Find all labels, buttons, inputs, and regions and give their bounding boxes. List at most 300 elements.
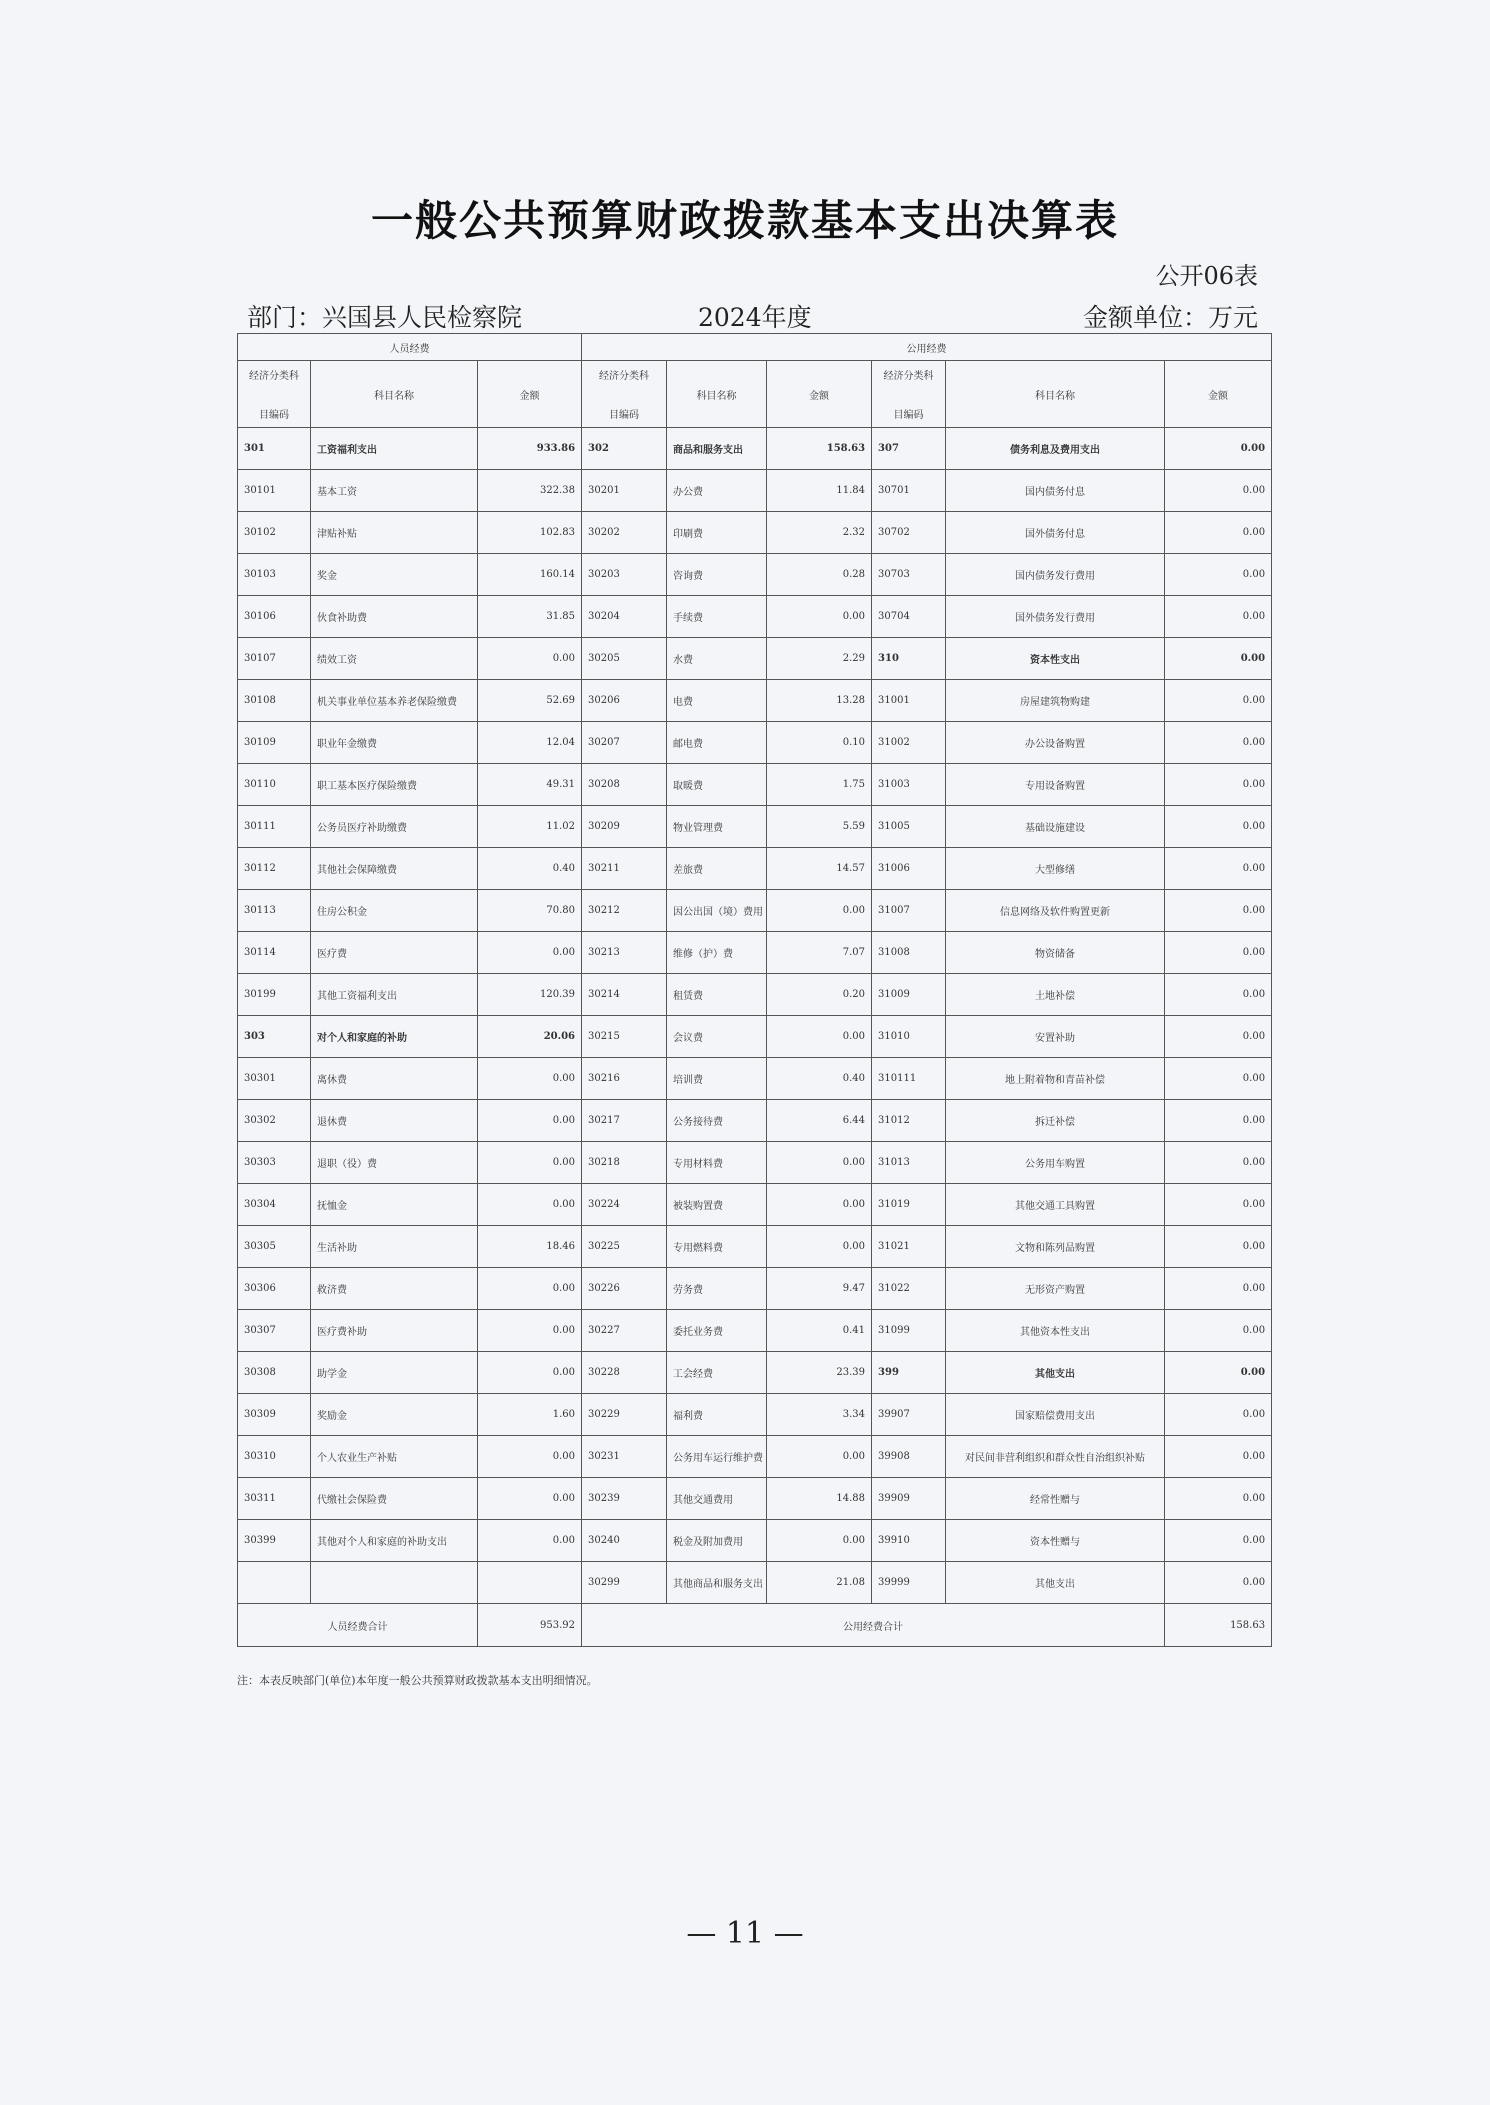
totals-row xyxy=(238,1604,1272,1647)
cell-amount: 0.00 xyxy=(478,1520,582,1562)
cell-code: 30302 xyxy=(238,1100,311,1142)
cell-amount: 0.00 xyxy=(767,1142,872,1184)
cell-name: 资本性赠与 xyxy=(946,1520,1165,1562)
cell-amount: 0.00 xyxy=(1165,848,1272,890)
cell-amount: 0.00 xyxy=(478,1184,582,1226)
cell-amount: 5.59 xyxy=(767,806,872,848)
cell-amount: 31.85 xyxy=(478,596,582,638)
cell-amount: 0.00 xyxy=(478,1142,582,1184)
cell-code: 30114 xyxy=(238,932,311,974)
cell-code: 30399 xyxy=(238,1520,311,1562)
cell-name: 公务用车购置 xyxy=(946,1142,1165,1184)
cell-amount: 0.00 xyxy=(478,932,582,974)
cell-amount: 0.00 xyxy=(1165,1016,1272,1058)
cell-name: 其他支出 xyxy=(946,1352,1165,1394)
cell-code: 30239 xyxy=(582,1478,667,1520)
table-row xyxy=(238,1436,1272,1478)
cell-code: 301 xyxy=(238,428,311,470)
cell-amount: 0.00 xyxy=(1165,974,1272,1016)
table-row xyxy=(238,848,1272,890)
cell-code: 30202 xyxy=(582,512,667,554)
cell-amount: 11.84 xyxy=(767,470,872,512)
cell-name: 退职（役）费 xyxy=(311,1142,478,1184)
header-code-top: 经济分类科 xyxy=(883,371,934,382)
cell-name: 国外债务发行费用 xyxy=(946,596,1165,638)
cell-amount: 0.00 xyxy=(1165,1478,1272,1520)
cell-name: 邮电费 xyxy=(667,722,767,764)
table-row xyxy=(238,932,1272,974)
cell-amount: 0.00 xyxy=(1165,1100,1272,1142)
cell-amount: 0.00 xyxy=(1165,1268,1272,1310)
cell-name: 无形资产购置 xyxy=(946,1268,1165,1310)
section-public: 公用经费 xyxy=(582,334,1272,361)
cell-code: 31002 xyxy=(872,722,946,764)
cell-code: 30227 xyxy=(582,1310,667,1352)
header-code xyxy=(872,361,946,428)
cell-name: 其他支出 xyxy=(946,1562,1165,1604)
cell-name: 委托业务费 xyxy=(667,1310,767,1352)
cell-code: 31007 xyxy=(872,890,946,932)
cell-code: 310 xyxy=(872,638,946,680)
cell-amount: 0.00 xyxy=(478,1436,582,1478)
cell-name: 其他工资福利支出 xyxy=(311,974,478,1016)
cell-code: 30113 xyxy=(238,890,311,932)
cell-amount: 0.40 xyxy=(478,848,582,890)
cell-amount xyxy=(478,1562,582,1604)
cell-name: 退休费 xyxy=(311,1100,478,1142)
table-row xyxy=(238,638,1272,680)
cell-amount: 3.34 xyxy=(767,1394,872,1436)
cell-amount: 0.00 xyxy=(478,1268,582,1310)
cell-name: 其他对个人和家庭的补助支出 xyxy=(311,1520,478,1562)
cell-name: 办公设备购置 xyxy=(946,722,1165,764)
cell-name: 大型修缮 xyxy=(946,848,1165,890)
table-row xyxy=(238,1184,1272,1226)
cell-amount: 0.00 xyxy=(1165,638,1272,680)
table-row xyxy=(238,1016,1272,1058)
cell-code: 30226 xyxy=(582,1268,667,1310)
cell-name: 地上附着物和青苗补偿 xyxy=(946,1058,1165,1100)
header-code-top: 经济分类科 xyxy=(249,371,299,382)
cell-code: 30228 xyxy=(582,1352,667,1394)
table-row xyxy=(238,1394,1272,1436)
cell-amount: 0.00 xyxy=(1165,470,1272,512)
cell-code: 30704 xyxy=(872,596,946,638)
department-label: 部门：兴国县人民检察院 xyxy=(247,303,523,332)
cell-code: 30109 xyxy=(238,722,311,764)
fiscal-year: 2024年度 xyxy=(698,303,812,332)
cell-name: 绩效工资 xyxy=(311,638,478,680)
cell-amount: 102.83 xyxy=(478,512,582,554)
cell-code: 307 xyxy=(872,428,946,470)
table-row xyxy=(238,1310,1272,1352)
cell-code: 30303 xyxy=(238,1142,311,1184)
table-row xyxy=(238,974,1272,1016)
cell-code: 30206 xyxy=(582,680,667,722)
table-row xyxy=(238,722,1272,764)
cell-code: 30225 xyxy=(582,1226,667,1268)
amount-unit: 金额单位：万元 xyxy=(1082,303,1258,332)
cell-name: 手续费 xyxy=(667,596,767,638)
cell-code: 30205 xyxy=(582,638,667,680)
cell-code: 30108 xyxy=(238,680,311,722)
cell-amount: 12.04 xyxy=(478,722,582,764)
cell-amount: 9.47 xyxy=(767,1268,872,1310)
table-row xyxy=(238,1520,1272,1562)
cell-name: 税金及附加费用 xyxy=(667,1520,767,1562)
cell-amount: 49.31 xyxy=(478,764,582,806)
cell-name: 电费 xyxy=(667,680,767,722)
cell-code: 31022 xyxy=(872,1268,946,1310)
cell-name: 因公出国（境）费用 xyxy=(667,890,767,932)
cell-code: 39999 xyxy=(872,1562,946,1604)
cell-name: 专用设备购置 xyxy=(946,764,1165,806)
cell-code: 30211 xyxy=(582,848,667,890)
cell-code: 30701 xyxy=(872,470,946,512)
cell-name: 公务接待费 xyxy=(667,1100,767,1142)
table-row xyxy=(238,806,1272,848)
cell-amount: 52.69 xyxy=(478,680,582,722)
cell-name: 医疗费 xyxy=(311,932,478,974)
cell-name: 劳务费 xyxy=(667,1268,767,1310)
cell-name: 其他交通费用 xyxy=(667,1478,767,1520)
header-code xyxy=(238,361,311,428)
table-row xyxy=(238,890,1272,932)
cell-name: 专用燃料费 xyxy=(667,1226,767,1268)
table-row xyxy=(238,596,1272,638)
cell-amount: 0.00 xyxy=(478,1310,582,1352)
cell-name: 公务员医疗补助缴费 xyxy=(311,806,478,848)
cell-code: 30702 xyxy=(872,512,946,554)
cell-code: 30305 xyxy=(238,1226,311,1268)
cell-name: 住房公积金 xyxy=(311,890,478,932)
cell-name: 国外债务付息 xyxy=(946,512,1165,554)
cell-name: 国家赔偿费用支出 xyxy=(946,1394,1165,1436)
cell-code: 30240 xyxy=(582,1520,667,1562)
cell-code: 30110 xyxy=(238,764,311,806)
cell-amount: 0.00 xyxy=(478,1058,582,1100)
cell-name: 会议费 xyxy=(667,1016,767,1058)
cell-amount: 933.86 xyxy=(478,428,582,470)
cell-code: 31006 xyxy=(872,848,946,890)
table-row xyxy=(238,1478,1272,1520)
cell-name: 办公费 xyxy=(667,470,767,512)
cell-name: 专用材料费 xyxy=(667,1142,767,1184)
cell-code: 302 xyxy=(582,428,667,470)
cell-amount: 0.00 xyxy=(767,890,872,932)
cell-code: 30103 xyxy=(238,554,311,596)
cell-amount: 0.20 xyxy=(767,974,872,1016)
expenditure-table xyxy=(237,333,1272,1647)
cell-amount: 0.00 xyxy=(478,1100,582,1142)
cell-name: 安置补助 xyxy=(946,1016,1165,1058)
cell-name: 机关事业单位基本养老保险缴费 xyxy=(311,680,478,722)
cell-code: 31021 xyxy=(872,1226,946,1268)
cell-amount: 0.28 xyxy=(767,554,872,596)
header-code xyxy=(582,361,667,428)
footnote: 注：本表反映部门(单位)本年度一般公共预算财政拨款基本支出明细情况。 xyxy=(237,1674,598,1687)
personnel-total-label: 人员经费合计 xyxy=(238,1604,478,1647)
cell-amount: 0.00 xyxy=(1165,1310,1272,1352)
cell-amount: 0.00 xyxy=(1165,890,1272,932)
cell-amount: 0.00 xyxy=(1165,554,1272,596)
cell-amount: 0.00 xyxy=(1165,1226,1272,1268)
cell-amount: 0.00 xyxy=(767,596,872,638)
page-number: — 11 — xyxy=(686,1916,804,1951)
cell-amount: 6.44 xyxy=(767,1100,872,1142)
cell-code: 30224 xyxy=(582,1184,667,1226)
header-amount: 金额 xyxy=(767,361,872,428)
cell-name: 基础设施建设 xyxy=(946,806,1165,848)
cell-amount: 0.00 xyxy=(1165,722,1272,764)
cell-code: 30231 xyxy=(582,1436,667,1478)
cell-code: 30214 xyxy=(582,974,667,1016)
cell-name: 其他交通工具购置 xyxy=(946,1184,1165,1226)
cell-name: 咨询费 xyxy=(667,554,767,596)
cell-code: 30229 xyxy=(582,1394,667,1436)
cell-amount: 0.00 xyxy=(1165,596,1272,638)
table-row xyxy=(238,428,1272,470)
cell-name: 其他商品和服务支出 xyxy=(667,1562,767,1604)
cell-name: 培训费 xyxy=(667,1058,767,1100)
cell-name: 福利费 xyxy=(667,1394,767,1436)
cell-code: 30102 xyxy=(238,512,311,554)
cell-amount: 70.80 xyxy=(478,890,582,932)
cell-name: 助学金 xyxy=(311,1352,478,1394)
cell-code: 30201 xyxy=(582,470,667,512)
header-code-top: 经济分类科 xyxy=(599,371,650,382)
cell-amount: 0.00 xyxy=(1165,1142,1272,1184)
cell-code: 39910 xyxy=(872,1520,946,1562)
table-row xyxy=(238,470,1272,512)
cell-name: 公务用车运行维护费 xyxy=(667,1436,767,1478)
cell-code: 30107 xyxy=(238,638,311,680)
cell-code: 30308 xyxy=(238,1352,311,1394)
cell-code: 31099 xyxy=(872,1310,946,1352)
cell-amount: 23.39 xyxy=(767,1352,872,1394)
cell-code: 30207 xyxy=(582,722,667,764)
cell-amount: 0.40 xyxy=(767,1058,872,1100)
table-row xyxy=(238,764,1272,806)
cell-name: 其他资本性支出 xyxy=(946,1310,1165,1352)
cell-name: 国内债务发行费用 xyxy=(946,554,1165,596)
table-row xyxy=(238,1562,1272,1604)
header-code-bottom: 目编码 xyxy=(609,410,640,421)
cell-code: 30216 xyxy=(582,1058,667,1100)
cell-code: 30208 xyxy=(582,764,667,806)
cell-code: 30199 xyxy=(238,974,311,1016)
cell-code xyxy=(238,1562,311,1604)
cell-name: 其他社会保障缴费 xyxy=(311,848,478,890)
cell-amount: 0.00 xyxy=(767,1520,872,1562)
cell-amount: 7.07 xyxy=(767,932,872,974)
cell-name: 基本工资 xyxy=(311,470,478,512)
cell-code: 30209 xyxy=(582,806,667,848)
cell-code: 30311 xyxy=(238,1478,311,1520)
cell-name: 救济费 xyxy=(311,1268,478,1310)
cell-name: 对个人和家庭的补助 xyxy=(311,1016,478,1058)
cell-amount: 322.38 xyxy=(478,470,582,512)
cell-code: 30306 xyxy=(238,1268,311,1310)
cell-code: 31003 xyxy=(872,764,946,806)
cell-name: 奖金 xyxy=(311,554,478,596)
cell-name: 职工基本医疗保险缴费 xyxy=(311,764,478,806)
cell-name: 印刷费 xyxy=(667,512,767,554)
cell-name: 生活补助 xyxy=(311,1226,478,1268)
cell-name: 物业管理费 xyxy=(667,806,767,848)
cell-amount: 2.29 xyxy=(767,638,872,680)
form-number: 公开06表 xyxy=(1155,262,1258,290)
cell-code: 30106 xyxy=(238,596,311,638)
cell-amount: 2.32 xyxy=(767,512,872,554)
header-name: 科目名称 xyxy=(946,361,1165,428)
table-row xyxy=(238,1226,1272,1268)
cell-code: 30111 xyxy=(238,806,311,848)
cell-amount: 0.00 xyxy=(1165,512,1272,554)
cell-amount: 0.00 xyxy=(1165,1520,1272,1562)
table-row xyxy=(238,680,1272,722)
cell-name: 抚恤金 xyxy=(311,1184,478,1226)
cell-amount: 11.02 xyxy=(478,806,582,848)
cell-code: 31001 xyxy=(872,680,946,722)
cell-name: 资本性支出 xyxy=(946,638,1165,680)
header-amount: 金额 xyxy=(478,361,582,428)
cell-amount: 13.28 xyxy=(767,680,872,722)
public-total-value: 158.63 xyxy=(1165,1604,1272,1647)
cell-amount: 0.00 xyxy=(767,1436,872,1478)
cell-name: 水费 xyxy=(667,638,767,680)
cell-amount: 0.00 xyxy=(1165,1184,1272,1226)
cell-amount: 0.00 xyxy=(1165,428,1272,470)
cell-code: 30309 xyxy=(238,1394,311,1436)
cell-amount: 0.00 xyxy=(1165,806,1272,848)
header-name: 科目名称 xyxy=(311,361,478,428)
cell-code: 31010 xyxy=(872,1016,946,1058)
cell-amount: 158.63 xyxy=(767,428,872,470)
cell-code: 30112 xyxy=(238,848,311,890)
public-total-label: 公用经费合计 xyxy=(582,1604,1165,1647)
cell-code: 30217 xyxy=(582,1100,667,1142)
cell-name: 被装购置费 xyxy=(667,1184,767,1226)
cell-code: 30299 xyxy=(582,1562,667,1604)
cell-name: 工会经费 xyxy=(667,1352,767,1394)
cell-amount: 160.14 xyxy=(478,554,582,596)
cell-amount: 0.00 xyxy=(767,1226,872,1268)
cell-code: 39909 xyxy=(872,1478,946,1520)
cell-amount: 18.46 xyxy=(478,1226,582,1268)
cell-name: 商品和服务支出 xyxy=(667,428,767,470)
cell-name: 经常性赠与 xyxy=(946,1478,1165,1520)
cell-code: 30703 xyxy=(872,554,946,596)
page-title: 一般公共预算财政拨款基本支出决算表 xyxy=(370,196,1119,245)
cell-code: 31009 xyxy=(872,974,946,1016)
cell-name: 离休费 xyxy=(311,1058,478,1100)
cell-code: 399 xyxy=(872,1352,946,1394)
cell-code: 39907 xyxy=(872,1394,946,1436)
cell-code: 30213 xyxy=(582,932,667,974)
cell-name: 债务利息及费用支出 xyxy=(946,428,1165,470)
cell-name: 代缴社会保险费 xyxy=(311,1478,478,1520)
cell-amount: 14.88 xyxy=(767,1478,872,1520)
header-code-bottom: 目编码 xyxy=(893,410,924,421)
cell-name: 土地补偿 xyxy=(946,974,1165,1016)
cell-code: 30301 xyxy=(238,1058,311,1100)
cell-name: 奖励金 xyxy=(311,1394,478,1436)
cell-code: 30310 xyxy=(238,1436,311,1478)
cell-amount: 0.00 xyxy=(767,1016,872,1058)
cell-amount: 0.00 xyxy=(1165,1058,1272,1100)
cell-name: 职业年金缴费 xyxy=(311,722,478,764)
section-personnel: 人员经费 xyxy=(238,334,582,361)
cell-code: 303 xyxy=(238,1016,311,1058)
table-row xyxy=(238,512,1272,554)
cell-amount: 1.60 xyxy=(478,1394,582,1436)
personnel-total-value: 953.92 xyxy=(478,1604,582,1647)
cell-code: 30101 xyxy=(238,470,311,512)
table-row xyxy=(238,1142,1272,1184)
header-amount: 金额 xyxy=(1165,361,1272,428)
cell-code: 30304 xyxy=(238,1184,311,1226)
cell-code: 30204 xyxy=(582,596,667,638)
cell-amount: 0.00 xyxy=(478,1352,582,1394)
cell-name: 津贴补贴 xyxy=(311,512,478,554)
cell-name: 物资储备 xyxy=(946,932,1165,974)
cell-amount: 0.00 xyxy=(1165,764,1272,806)
cell-name: 工资福利支出 xyxy=(311,428,478,470)
cell-code: 310111 xyxy=(872,1058,946,1100)
cell-code: 30215 xyxy=(582,1016,667,1058)
cell-code: 31013 xyxy=(872,1142,946,1184)
cell-name: 个人农业生产补贴 xyxy=(311,1436,478,1478)
cell-name: 医疗费补助 xyxy=(311,1310,478,1352)
cell-code: 30212 xyxy=(582,890,667,932)
cell-amount: 0.00 xyxy=(1165,932,1272,974)
table-row xyxy=(238,1352,1272,1394)
cell-name: 租赁费 xyxy=(667,974,767,1016)
cell-code: 30203 xyxy=(582,554,667,596)
header-name: 科目名称 xyxy=(667,361,767,428)
table-row xyxy=(238,1058,1272,1100)
cell-amount: 0.00 xyxy=(1165,1436,1272,1478)
cell-amount: 120.39 xyxy=(478,974,582,1016)
cell-amount: 0.00 xyxy=(1165,1394,1272,1436)
cell-code: 39908 xyxy=(872,1436,946,1478)
cell-amount: 0.10 xyxy=(767,722,872,764)
cell-name: 拆迁补偿 xyxy=(946,1100,1165,1142)
cell-amount: 0.00 xyxy=(478,1478,582,1520)
cell-amount: 0.00 xyxy=(478,638,582,680)
cell-code: 31019 xyxy=(872,1184,946,1226)
cell-code: 30307 xyxy=(238,1310,311,1352)
cell-amount: 1.75 xyxy=(767,764,872,806)
cell-name xyxy=(311,1562,478,1604)
cell-amount: 0.00 xyxy=(1165,1352,1272,1394)
header-code-bottom: 目编码 xyxy=(259,410,289,421)
table-row xyxy=(238,1100,1272,1142)
cell-name: 文物和陈列品购置 xyxy=(946,1226,1165,1268)
cell-name: 信息网络及软件购置更新 xyxy=(946,890,1165,932)
cell-amount: 14.57 xyxy=(767,848,872,890)
cell-amount: 21.08 xyxy=(767,1562,872,1604)
cell-name: 对民间非营利组织和群众性自治组织补贴 xyxy=(946,1436,1165,1478)
cell-name: 国内债务付息 xyxy=(946,470,1165,512)
cell-code: 31005 xyxy=(872,806,946,848)
cell-code: 30218 xyxy=(582,1142,667,1184)
cell-code: 31008 xyxy=(872,932,946,974)
table-row xyxy=(238,1268,1272,1310)
cell-code: 31012 xyxy=(872,1100,946,1142)
cell-name: 维修（护）费 xyxy=(667,932,767,974)
